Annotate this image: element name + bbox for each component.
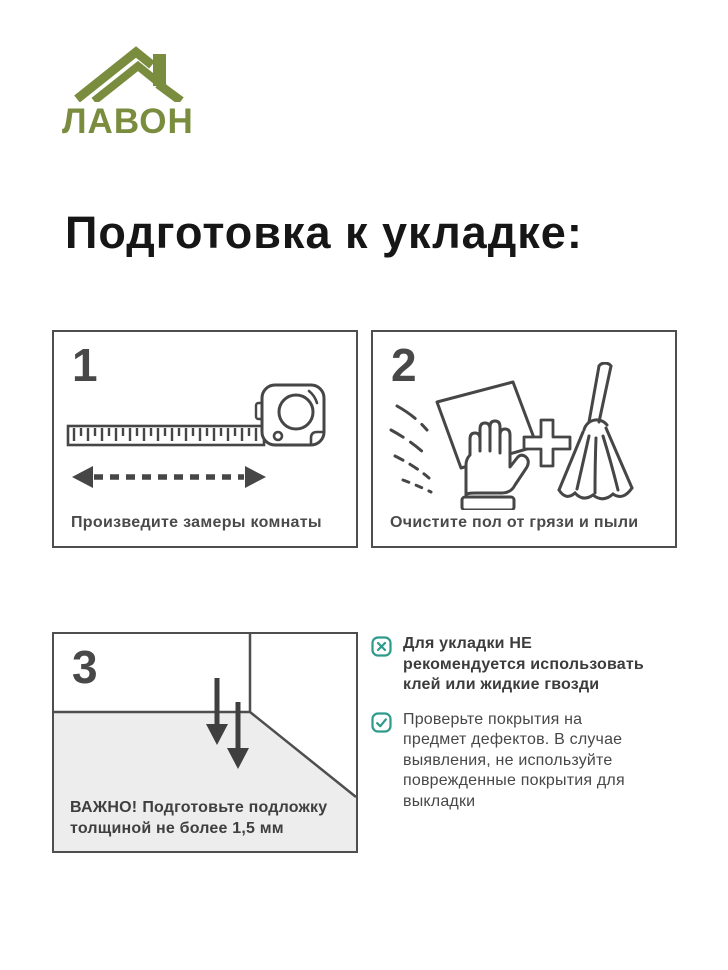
note-text: Проверьте покрытия на предмет дефектов. В случае выявления, не используйте поврежденные покрытия для выкладки [403, 710, 625, 810]
note-text: Для укладки НЕ рекомендуется использовать клей или жидкие гвозди [403, 635, 644, 693]
brand-logo [62, 44, 198, 139]
cloth-and-broom-icon [387, 362, 639, 510]
step-card-3 [52, 632, 358, 853]
roof-logo-icon [74, 44, 198, 102]
step-caption-2: Очистите пол от грязи и пыли [390, 514, 639, 531]
tape-measure-icon [66, 383, 328, 449]
note-item-check-defects [371, 710, 647, 813]
important-text: Подготовьте подложку толщиной не более 1,5 мм [70, 799, 328, 837]
step-caption-1: Произведите замеры комнаты [71, 514, 322, 531]
check-square-icon [371, 712, 392, 733]
measure-span-arrow-icon [70, 464, 268, 490]
important-label: ВАЖНО! [70, 799, 138, 816]
note-item-no-glue [371, 634, 647, 696]
step-number-2: 2 [391, 339, 417, 391]
x-square-icon [371, 636, 392, 657]
step-number-1: 1 [72, 339, 98, 391]
page-title: Подготовка к укладке: [65, 207, 583, 258]
notes-list [371, 634, 647, 826]
important-caption [70, 797, 348, 839]
step-number-3: 3 [72, 641, 98, 693]
brand-wordmark: ЛАВОН [62, 102, 194, 141]
step-card-2 [371, 330, 677, 548]
step-card-1 [52, 330, 358, 548]
